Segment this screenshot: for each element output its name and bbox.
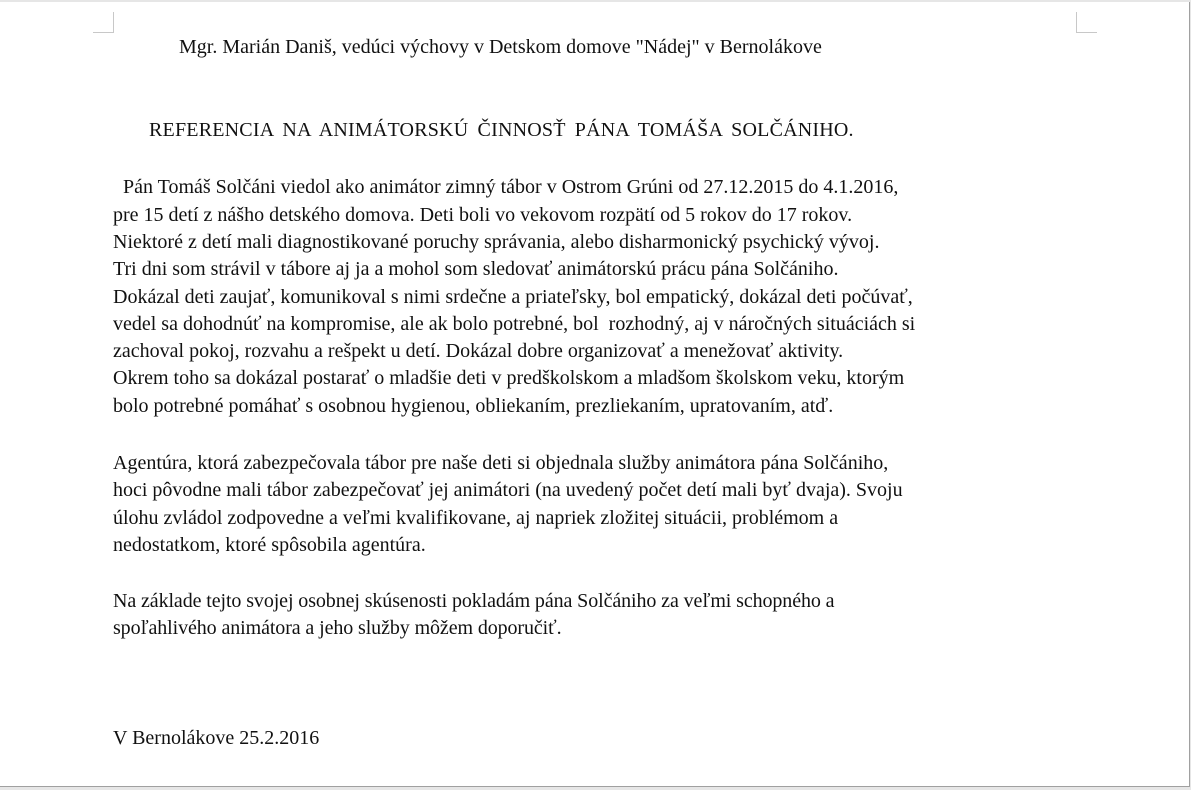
paragraph-line: zachoval pokoj, rozvahu a rešpekt u detí. Dokázal dobre organizovať a menežovať aktivity. xyxy=(113,340,844,362)
paragraph-line: spoľahlivého animátora a jeho služby môžem doporučiť. xyxy=(113,617,562,639)
paragraph-line: pre 15 detí z nášho detského domova. Deti boli vo vekovom rozpätí od 5 rokov do 17 rokov. xyxy=(113,204,853,226)
document-title: REFERENCIA NA ANIMÁTORSKÚ ČINNOSŤ PÁNA TOMÁŠA SOLČÁNIHO. xyxy=(149,119,854,141)
paragraph-line: Tri dni som strávil v tábore aj ja a mohol som sledovať animátorskú prácu pána Solčániho. xyxy=(113,258,839,280)
paragraph-line: bolo potrebné pomáhať s osobnou hygienou, obliekaním, prezliekaním, upratovaním, atď. xyxy=(113,395,834,417)
paragraph-line: Na základe tejto svojej osobnej skúsenosti pokladám pána Solčániho za veľmi schopného a xyxy=(113,590,835,612)
paragraph-line: nedostatkom, ktoré spôsobila agentúra. xyxy=(113,534,426,556)
paragraph-line: Dokázal deti zaujať, komunikoval s nimi srdečne a priateľsky, bol empatický, dokázal deti počúvať, xyxy=(113,286,913,308)
margin-corner-mark-top-right xyxy=(1076,12,1097,33)
document-page[interactable] xyxy=(0,2,1190,787)
paragraph-line: Okrem toho sa dokázal postarať o mladšie deti v predškolskom a mladšom školskom veku, ktorým xyxy=(113,367,905,389)
paragraph-line: Niektoré z detí mali diagnostikované poruchy správania, alebo disharmonický psychický vývoj. xyxy=(113,231,880,253)
place-and-date: V Bernolákove 25.2.2016 xyxy=(113,727,320,749)
paragraph-line: hoci pôvodne mali tábor zabezpečovať jej animátori (na uvedený počet detí mali byť dvaja). Svoju xyxy=(113,479,903,501)
paragraph-line: Pán Tomáš Solčáni viedol ako animátor zimný tábor v Ostrom Grúni od 27.12.2015 do 4.1.2016, xyxy=(113,176,899,198)
letterhead: Mgr. Marián Daniš, vedúci výchovy v Detskom domove "Nádej" v Bernolákove xyxy=(179,36,822,58)
margin-corner-mark-top-left xyxy=(93,12,114,33)
paragraph-line: Agentúra, ktorá zabezpečovala tábor pre naše deti si objednala služby animátora pána Solčániho, xyxy=(113,452,889,474)
paragraph-line: úlohu zvládol zodpovedne a veľmi kvalifikovane, aj napriek zložitej situácii, problémom a xyxy=(113,507,839,529)
paragraph-line: vedel sa dohodnúť na kompromise, ale ak bolo potrebné, bol rozhodný, aj v náročných situáciách si xyxy=(113,313,916,335)
